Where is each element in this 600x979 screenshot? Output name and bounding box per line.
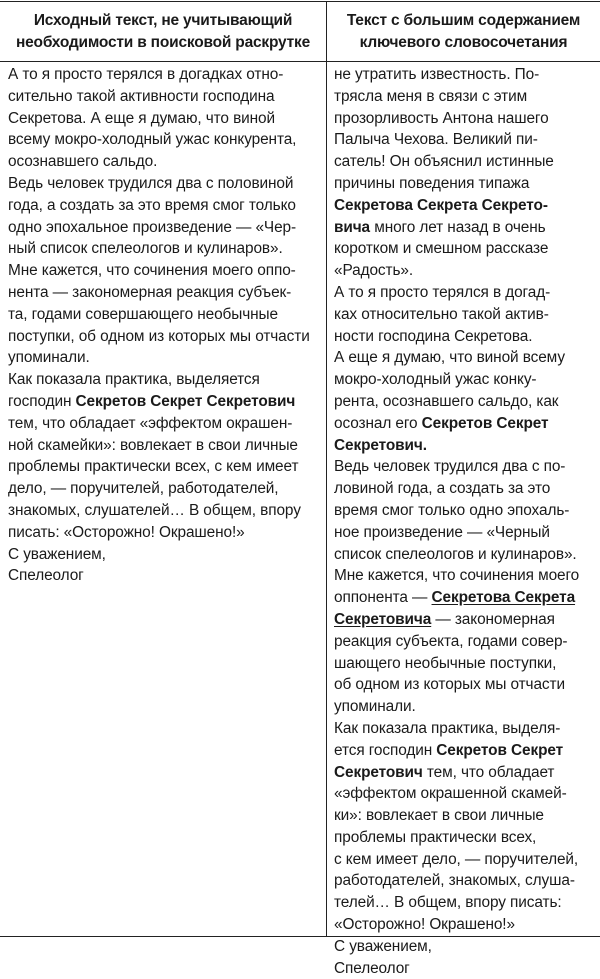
text-fragment: ется господин [334, 741, 437, 759]
keyword-text-line [334, 260, 596, 282]
keyword-text-line [334, 500, 596, 522]
text-fragment: с кем имеет дело, — поручителей, [334, 850, 579, 868]
keyword-text-line [334, 391, 596, 413]
keyword-text-line [334, 413, 596, 435]
right-column-header [327, 8, 600, 56]
keyword-phrase [334, 611, 431, 628]
keyword-text-line [334, 674, 596, 696]
text-fragment: упоминали. [334, 698, 416, 716]
text-fragment: не утратить известность. По- [334, 66, 540, 83]
original-text-line [8, 129, 322, 151]
original-text-line [8, 151, 322, 173]
text-fragment: года, а создать за это время смог только [8, 196, 296, 214]
text-fragment: упоминали. [8, 349, 90, 367]
original-text-line [8, 456, 322, 478]
text-fragment: телей… В общем, впору писать: [334, 894, 562, 912]
original-text-line [8, 565, 322, 587]
text-fragment: ловиной года, а создать за это [334, 480, 551, 498]
keyword-phrase [432, 589, 576, 606]
original-text-line [8, 522, 322, 544]
text-fragment: писать: «Осторожно! Окрашено!» [8, 523, 245, 541]
original-text-line [8, 391, 322, 413]
keyword-text-line [334, 151, 596, 173]
text-fragment: прозорливость Антона нашего [334, 109, 549, 127]
top-border [0, 1, 600, 2]
text-fragment: оппонента — [334, 589, 432, 607]
right-header-line-1: Текст с большим содержанием [346, 12, 581, 29]
text-fragment: об одном из которых мы отчасти [334, 676, 565, 694]
keyword-text-line [334, 238, 596, 260]
keyword-text-line [334, 64, 596, 86]
text-fragment: тем, что обладает [422, 763, 555, 781]
keyword-text-line [334, 456, 596, 478]
original-text-line [8, 238, 322, 260]
text-fragment: дело, — поручителей, работодателей, [8, 480, 279, 498]
text-fragment: список спелеологов и кулинаров». [334, 545, 577, 563]
keyword-text-line [334, 544, 596, 566]
text-fragment: трясла меня в связи с этим [334, 87, 528, 105]
keyword-text-line [334, 718, 596, 740]
keyword-text-line [334, 762, 596, 784]
text-fragment: Как показала практика, выделяется [8, 371, 260, 389]
keyword-text-line [334, 805, 596, 827]
text-fragment: А еще я думаю, что виной всему [334, 349, 565, 367]
original-text-line [8, 282, 322, 304]
keyword-text-line [334, 217, 596, 239]
text-fragment: причины поведения типажа [334, 174, 530, 192]
text-fragment: господин [8, 392, 76, 410]
keyword-text-line [334, 631, 596, 653]
text-fragment: осознавшего сальдо. [8, 153, 158, 171]
text-fragment: одно эпохальное произведение — «Чер- [8, 218, 297, 236]
header-divider [0, 61, 600, 62]
keyword-text-line [334, 696, 596, 718]
keyword-text-line [334, 108, 596, 130]
text-fragment: ный список спелеологов и кулинаров». [8, 240, 283, 258]
right-header-line-2: ключевого словосочетания [359, 34, 568, 51]
keyword-text-line [334, 892, 596, 914]
text-fragment: шающего необычные поступки, [334, 654, 557, 672]
keyword-text-line [334, 173, 596, 195]
keyword-phrase: Секретович. [334, 436, 427, 454]
left-column-header [0, 8, 326, 56]
text-fragment: та, годами совершающего необычные [8, 305, 278, 323]
text-fragment: сительно такой активности господина [8, 87, 275, 105]
original-text-line [8, 326, 322, 348]
keyword-phrase: Секретов Секрет Секретович [75, 392, 296, 410]
keyword-text-line [334, 326, 596, 348]
text-fragment: Палыча Чехова. Великий пи- [334, 131, 538, 149]
text-fragment: «эффектом окрашенной скамей- [334, 785, 567, 803]
keyword-text-line [334, 282, 596, 304]
keyword-text-line [334, 369, 596, 391]
left-header-line-2: необходимости в поисковой раскрутке [15, 34, 311, 51]
text-fragment: Мне кажется, что сочинения моего оппо- [8, 262, 296, 280]
text-fragment: «Осторожно! Окрашено!» [334, 916, 515, 934]
text-fragment: время смог только одно эпохаль- [334, 501, 570, 519]
text-fragment: проблемы практически всех, с кем имеет [8, 458, 299, 476]
original-text-line [8, 478, 322, 500]
keyword-text-line [334, 478, 596, 500]
original-text-line [8, 260, 322, 282]
original-text-line [8, 369, 322, 391]
text-fragment: Ведь человек трудился два с по- [334, 458, 566, 476]
keyword-text-line [334, 522, 596, 544]
keyword-text-line [334, 936, 596, 958]
text-fragment: коротком и смешном рассказе [334, 240, 549, 258]
text-fragment: Спелеолог [334, 959, 410, 977]
keyword-text-line [334, 609, 596, 631]
text-fragment: реакция субъекта, годами совер- [334, 632, 568, 650]
original-text-line [8, 500, 322, 522]
text-fragment: проблемы практически всех, [334, 828, 537, 846]
text-fragment: С уважением, [8, 545, 106, 563]
original-text-line [8, 195, 322, 217]
keyword-text-line [334, 849, 596, 871]
original-text-line [8, 304, 322, 326]
keyword-text-line [334, 347, 596, 369]
keyword-phrase: Секретов Секрет [421, 414, 549, 432]
text-fragment: Как показала практика, выделя- [334, 719, 561, 737]
keyword-phrase: Секретова Секрета Секрето- [334, 196, 548, 214]
keyword-text-line [334, 740, 596, 762]
text-fragment: С уважением, [334, 937, 432, 955]
text-fragment: рента, осознавшего сальдо, как [334, 392, 559, 410]
original-text-line [8, 347, 322, 369]
original-text-line [8, 108, 322, 130]
text-fragment: осознал его [334, 414, 422, 432]
text-fragment: работодателей, знакомых, слуша- [334, 872, 575, 890]
text-fragment: А то я просто терялся в догад- [334, 283, 551, 301]
keyword-phrase: Секретович [334, 763, 423, 781]
keyword-text-line [334, 914, 596, 936]
keyword-text-line [334, 587, 596, 609]
keyword-text-column [334, 64, 596, 979]
text-fragment: ки»: вовлекает в свои личные [334, 807, 544, 825]
keyword-phrase: вича [334, 218, 371, 236]
original-text-line [8, 413, 322, 435]
text-fragment: ках относительно такой актив- [334, 305, 549, 323]
text-fragment: ности господина Секретова. [334, 327, 533, 345]
text-fragment: Мне кажется, что сочинения моего [334, 567, 580, 585]
left-header-line-1: Исходный текст, не учитывающий [33, 12, 293, 29]
text-fragment: тем, что обладает «эффектом окрашен- [8, 414, 293, 432]
keyword-text-line [334, 783, 596, 805]
original-text-line [8, 435, 322, 457]
text-fragment: поступки, об одном из которых мы отчасти [8, 327, 310, 345]
text-fragment: ной скамейки»: вовлекает в свои личные [8, 436, 298, 454]
original-text-line [8, 86, 322, 108]
text-fragment: Секретова. А еще я думаю, что виной [8, 109, 276, 127]
text-fragment: А то я просто терялся в догадках отно- [8, 66, 284, 83]
keyword-text-line [334, 653, 596, 675]
original-text-column [8, 64, 322, 587]
keyword-phrase: Секретов Секрет [436, 741, 564, 759]
keyword-text-line [334, 435, 596, 457]
text-fragment: знакомых, слушателей… В общем, впору [8, 501, 301, 519]
original-text-line [8, 173, 322, 195]
text-fragment: много лет назад в очень [370, 218, 546, 236]
keyword-text-line [334, 870, 596, 892]
column-divider [326, 1, 327, 936]
text-fragment: ное произведение — «Черный [334, 523, 550, 541]
keyword-text-line [334, 827, 596, 849]
keyword-emphasis: Секретова Секрета [431, 589, 576, 607]
keyword-text-line [334, 86, 596, 108]
original-text-line [8, 544, 322, 566]
text-fragment: всему мокро-холодный ужас конкурента, [8, 131, 297, 149]
keyword-text-line [334, 958, 596, 979]
keyword-text-line [334, 195, 596, 217]
original-text-line [8, 64, 322, 86]
keyword-text-line [334, 304, 596, 326]
keyword-text-line [334, 565, 596, 587]
text-fragment: Ведь человек трудился два с половиной [8, 174, 294, 192]
text-fragment: мокро-холодный ужас конку- [334, 371, 537, 389]
text-fragment: нента — закономерная реакция субъек- [8, 283, 292, 301]
text-fragment: — закономерная [431, 610, 555, 628]
text-fragment: Спелеолог [8, 567, 84, 585]
keyword-text-line [334, 129, 596, 151]
original-text-line [8, 217, 322, 239]
keyword-emphasis: Секретовича [334, 610, 432, 628]
text-fragment: сатель! Он объяснил истинные [334, 153, 554, 171]
text-fragment: «Радость». [334, 262, 414, 280]
